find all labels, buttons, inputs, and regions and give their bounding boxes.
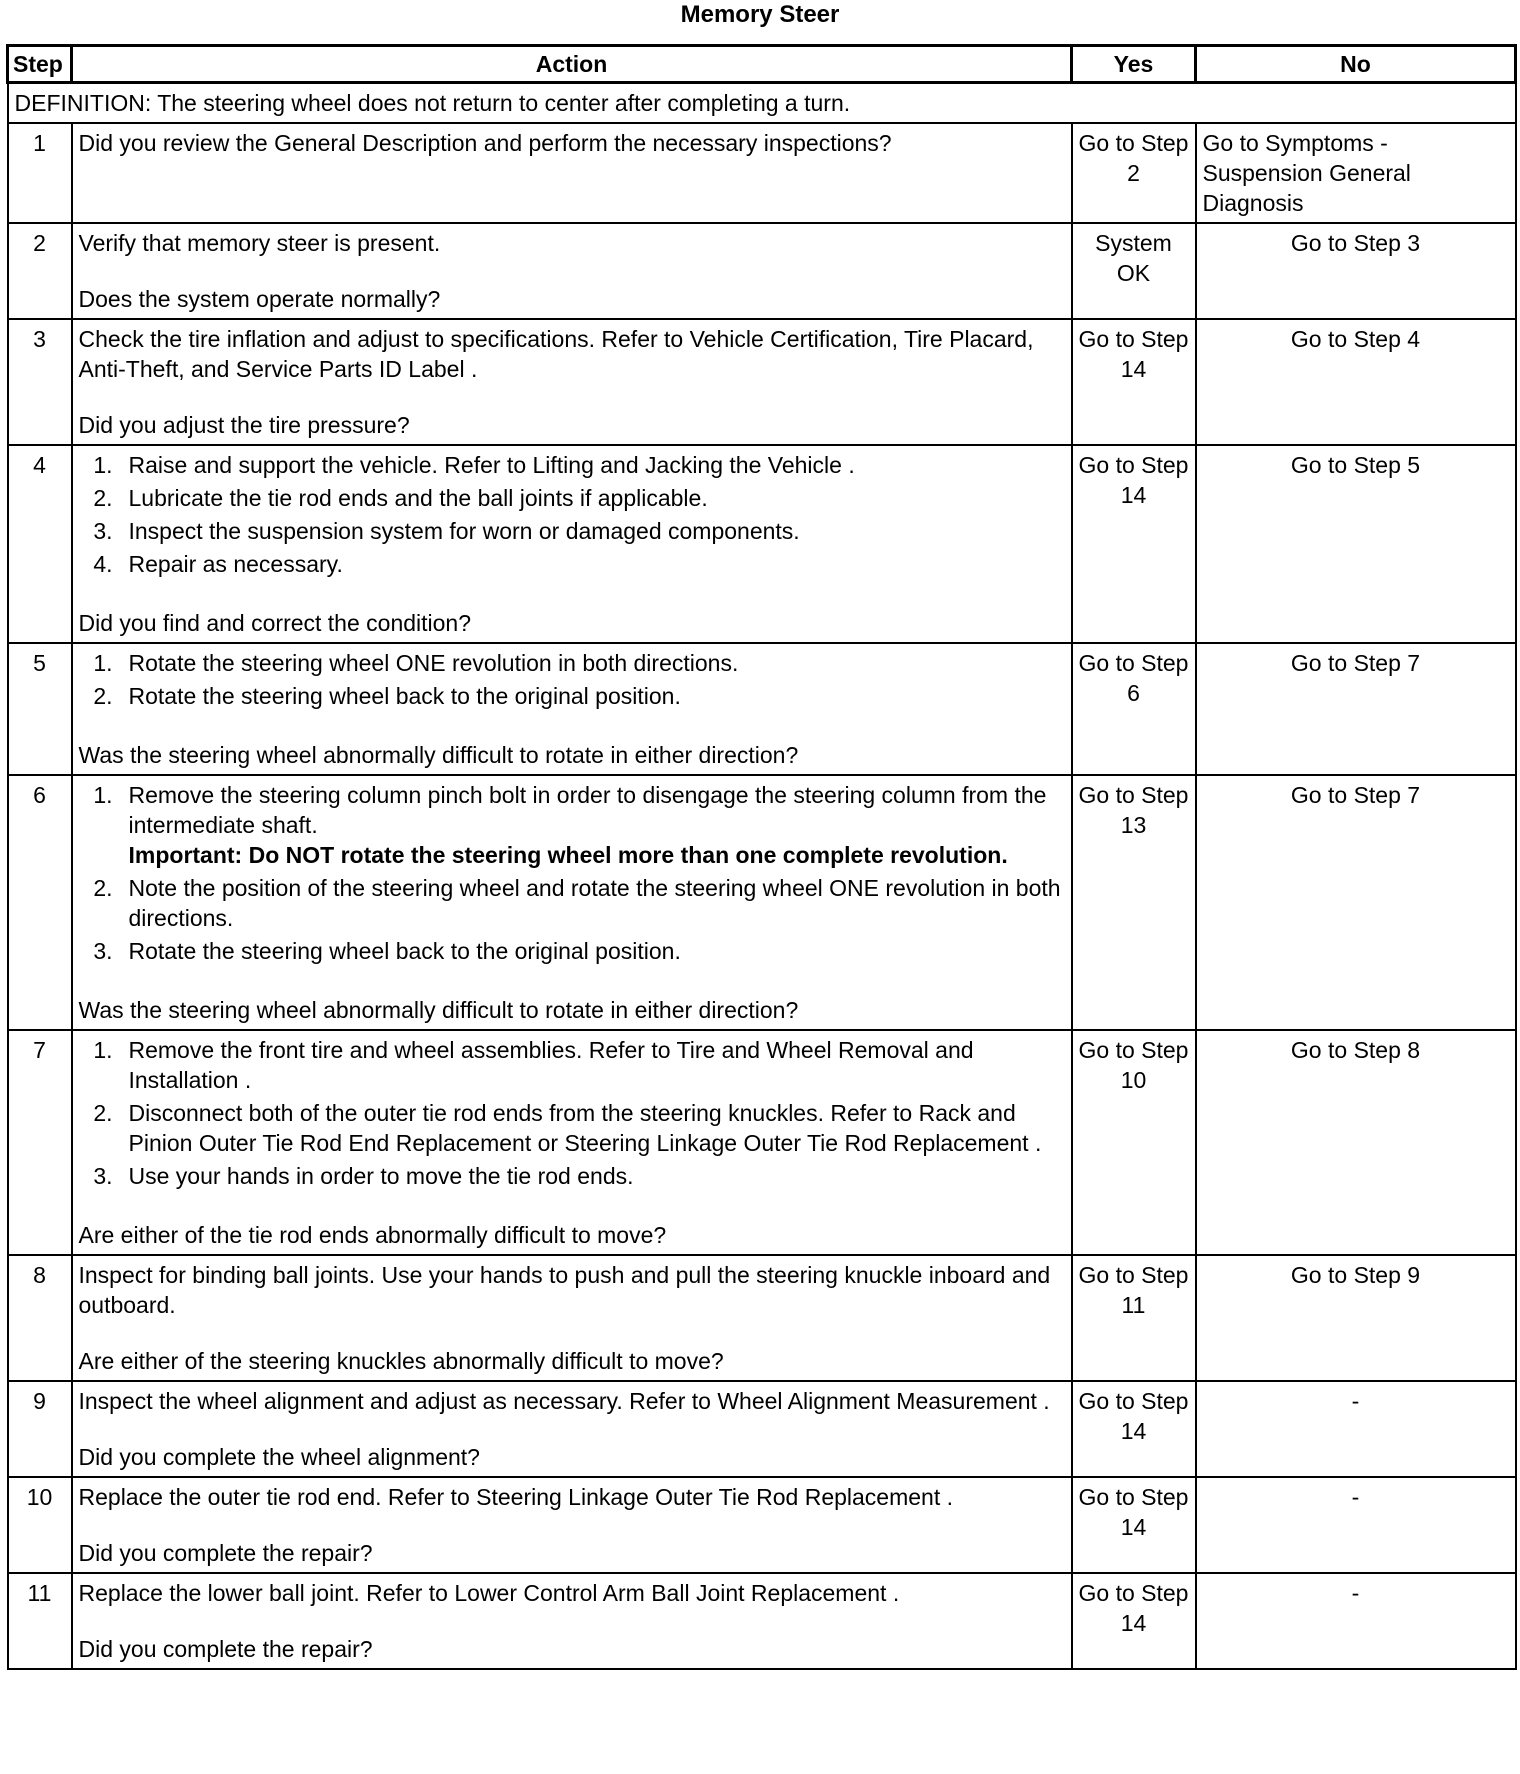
header-yes: Yes (1072, 46, 1196, 83)
yes-result: Go to Step 2 (1078, 130, 1189, 186)
table-row (8, 1477, 1516, 1573)
table-row (8, 223, 1516, 319)
no-result: Go to Step 3 (1196, 223, 1516, 319)
spacer (79, 582, 1065, 608)
no-result: Go to Step 8 (1196, 1030, 1516, 1255)
spacer (79, 384, 1065, 410)
action-intro: Verify that memory steer is present. (78, 230, 441, 256)
action-intro: Replace the outer tie rod end. Refer to Steering Linkage Outer Tie Rod Replacement . (78, 1484, 954, 1510)
substep-text: Rotate the steering wheel back to the original position. (128, 683, 681, 709)
action-cell (72, 643, 1072, 775)
no-result: Go to Step 7 (1196, 775, 1516, 1030)
spacer (79, 1512, 1065, 1538)
table-row (8, 1255, 1516, 1381)
action-question: Was the steering wheel abnormally difficult to rotate in either direction? (78, 742, 799, 768)
yes-result: Go to Step 6 (1078, 650, 1189, 706)
yes-cell (1072, 1573, 1196, 1669)
step-number: 5 (8, 643, 72, 775)
substep-text: Inspect the suspension system for worn or damaged components. (128, 518, 800, 544)
yes-result: Go to Step 11 (1078, 1262, 1189, 1318)
table-row (8, 319, 1516, 445)
yes-result: Go to Step 10 (1078, 1037, 1189, 1093)
yes-cell (1072, 223, 1196, 319)
substep-text: Raise and support the vehicle. Refer to Lifting and Jacking the Vehicle . (128, 452, 855, 478)
spacer (79, 969, 1065, 995)
step-number: 8 (8, 1255, 72, 1381)
table-row (8, 1381, 1516, 1477)
substep-number: 1. (93, 650, 113, 676)
action-cell (72, 445, 1072, 643)
yes-cell (1072, 1030, 1196, 1255)
yes-cell (1072, 445, 1196, 643)
substep-list (79, 450, 1065, 579)
definition-text: DEFINITION: The steering wheel does not return to center after completing a turn. (8, 83, 1516, 124)
step-number: 7 (8, 1030, 72, 1255)
substep-number: 3. (93, 938, 113, 964)
spacer (79, 714, 1065, 740)
step-number: 1 (8, 123, 72, 223)
yes-cell (1072, 1255, 1196, 1381)
table-header-row (8, 46, 1516, 83)
step-number: 9 (8, 1381, 72, 1477)
table-row (8, 123, 1516, 223)
spacer (79, 1608, 1065, 1634)
no-result: - (1196, 1381, 1516, 1477)
no-result: Go to Step 7 (1196, 643, 1516, 775)
action-question: Did you complete the repair? (78, 1540, 373, 1566)
substep-text: Lubricate the tie rod ends and the ball joints if applicable. (128, 485, 708, 511)
action-intro: Did you review the General Description and perform the necessary inspections? (78, 130, 892, 156)
substep-item (93, 648, 1065, 678)
substep-item (93, 516, 1065, 546)
action-intro: Inspect for binding ball joints. Use your hands to push and pull the steering knuckle inboard and outboard. (78, 1262, 1051, 1318)
yes-result: System OK (1095, 230, 1172, 286)
action-question: Did you complete the repair? (78, 1636, 373, 1662)
substep-item (93, 936, 1065, 966)
yes-result: Go to Step 14 (1078, 326, 1189, 382)
table-row (8, 775, 1516, 1030)
action-cell (72, 319, 1072, 445)
important-note: Important: Do NOT rotate the steering wheel more than one complete revolution. (128, 842, 1008, 868)
yes-result: Go to Step 14 (1078, 1580, 1189, 1636)
spacer (79, 1416, 1065, 1442)
action-question: Did you find and correct the condition? (78, 610, 472, 636)
table-row (8, 643, 1516, 775)
action-intro: Replace the lower ball joint. Refer to Lower Control Arm Ball Joint Replacement . (78, 1580, 900, 1606)
yes-cell (1072, 1381, 1196, 1477)
definition-row (8, 83, 1516, 124)
action-question: Did you adjust the tire pressure? (78, 412, 410, 438)
substep-item (93, 1098, 1065, 1158)
action-question: Did you complete the wheel alignment? (78, 1444, 480, 1470)
substep-text: Repair as necessary. (128, 551, 343, 577)
substep-text: Disconnect both of the outer tie rod ends from the steering knuckles. Refer to Rack and Pinion Outer Tie Rod End Replacement or Steering Linkage Outer Tie Rod Replacement . (128, 1100, 1042, 1156)
substep-item (93, 780, 1065, 870)
substep-number: 3. (93, 1163, 113, 1189)
substep-text: Remove the front tire and wheel assemblies. Refer to Tire and Wheel Removal and Installation . (128, 1037, 974, 1093)
table-row (8, 445, 1516, 643)
action-cell (72, 223, 1072, 319)
substep-item (93, 450, 1065, 480)
action-cell (72, 1255, 1072, 1381)
action-question: Does the system operate normally? (78, 286, 441, 312)
substep-item (93, 1035, 1065, 1095)
spacer (79, 1194, 1065, 1220)
substep-list (79, 648, 1065, 711)
action-cell (72, 775, 1072, 1030)
step-number: 11 (8, 1573, 72, 1669)
yes-result: Go to Step 14 (1078, 1388, 1189, 1444)
yes-cell (1072, 775, 1196, 1030)
table-body (8, 83, 1516, 1670)
no-result: - (1196, 1573, 1516, 1669)
substep-item (93, 1161, 1065, 1191)
substep-number: 2. (93, 1100, 113, 1126)
no-result: Go to Step 4 (1196, 319, 1516, 445)
action-cell (72, 1030, 1072, 1255)
yes-cell (1072, 1477, 1196, 1573)
substep-item (93, 681, 1065, 711)
substep-number: 3. (93, 518, 113, 544)
header-action: Action (72, 46, 1072, 83)
substep-number: 2. (93, 683, 113, 709)
action-question: Are either of the steering knuckles abnormally difficult to move? (78, 1348, 724, 1374)
substep-list (79, 780, 1065, 966)
yes-cell (1072, 643, 1196, 775)
step-number: 6 (8, 775, 72, 1030)
spacer (79, 258, 1065, 284)
substep-text: Use your hands in order to move the tie rod ends. (128, 1163, 634, 1189)
diagnostic-table (6, 44, 1517, 1670)
table-row (8, 1573, 1516, 1669)
substep-number: 1. (93, 1037, 113, 1063)
action-question: Was the steering wheel abnormally difficult to rotate in either direction? (78, 997, 799, 1023)
no-result: Go to Symptoms - Suspension General Diagnosis (1196, 123, 1516, 223)
step-number: 10 (8, 1477, 72, 1573)
substep-text: Rotate the steering wheel ONE revolution in both directions. (128, 650, 739, 676)
action-cell (72, 1477, 1072, 1573)
yes-cell (1072, 123, 1196, 223)
yes-result: Go to Step 14 (1078, 1484, 1189, 1540)
substep-text: Remove the steering column pinch bolt in order to disengage the steering column from the intermediate shaft. (128, 782, 1047, 838)
step-number: 3 (8, 319, 72, 445)
yes-cell (1072, 319, 1196, 445)
action-cell (72, 1573, 1072, 1669)
substep-item (93, 483, 1065, 513)
substep-text: Note the position of the steering wheel and rotate the steering wheel ONE revolution in both directions. (128, 875, 1061, 931)
substep-number: 4. (93, 551, 113, 577)
header-step: Step (8, 46, 72, 83)
yes-result: Go to Step 14 (1078, 452, 1189, 508)
substep-item (93, 873, 1065, 933)
action-cell (72, 1381, 1072, 1477)
substep-number: 2. (93, 875, 113, 901)
yes-result: Go to Step 13 (1078, 782, 1189, 838)
no-result: Go to Step 5 (1196, 445, 1516, 643)
substep-number: 1. (93, 782, 113, 808)
action-cell (72, 123, 1072, 223)
substep-text: Rotate the steering wheel back to the original position. (128, 938, 681, 964)
step-number: 2 (8, 223, 72, 319)
action-question: Are either of the tie rod ends abnormally difficult to move? (78, 1222, 667, 1248)
substep-list (79, 1035, 1065, 1191)
substep-number: 2. (93, 485, 113, 511)
substep-item (93, 549, 1065, 579)
page-title: Memory Steer (680, 1, 840, 28)
step-number: 4 (8, 445, 72, 643)
action-intro: Check the tire inflation and adjust to specifications. Refer to Vehicle Certification, Tire Placard, Anti-Theft, and Service Parts ID Label . (78, 326, 1034, 382)
no-result: - (1196, 1477, 1516, 1573)
substep-number: 1. (93, 452, 113, 478)
spacer (79, 1320, 1065, 1346)
header-no: No (1196, 46, 1516, 83)
action-intro: Inspect the wheel alignment and adjust as necessary. Refer to Wheel Alignment Measurement . (78, 1388, 1050, 1414)
no-result: Go to Step 9 (1196, 1255, 1516, 1381)
table-row (8, 1030, 1516, 1255)
